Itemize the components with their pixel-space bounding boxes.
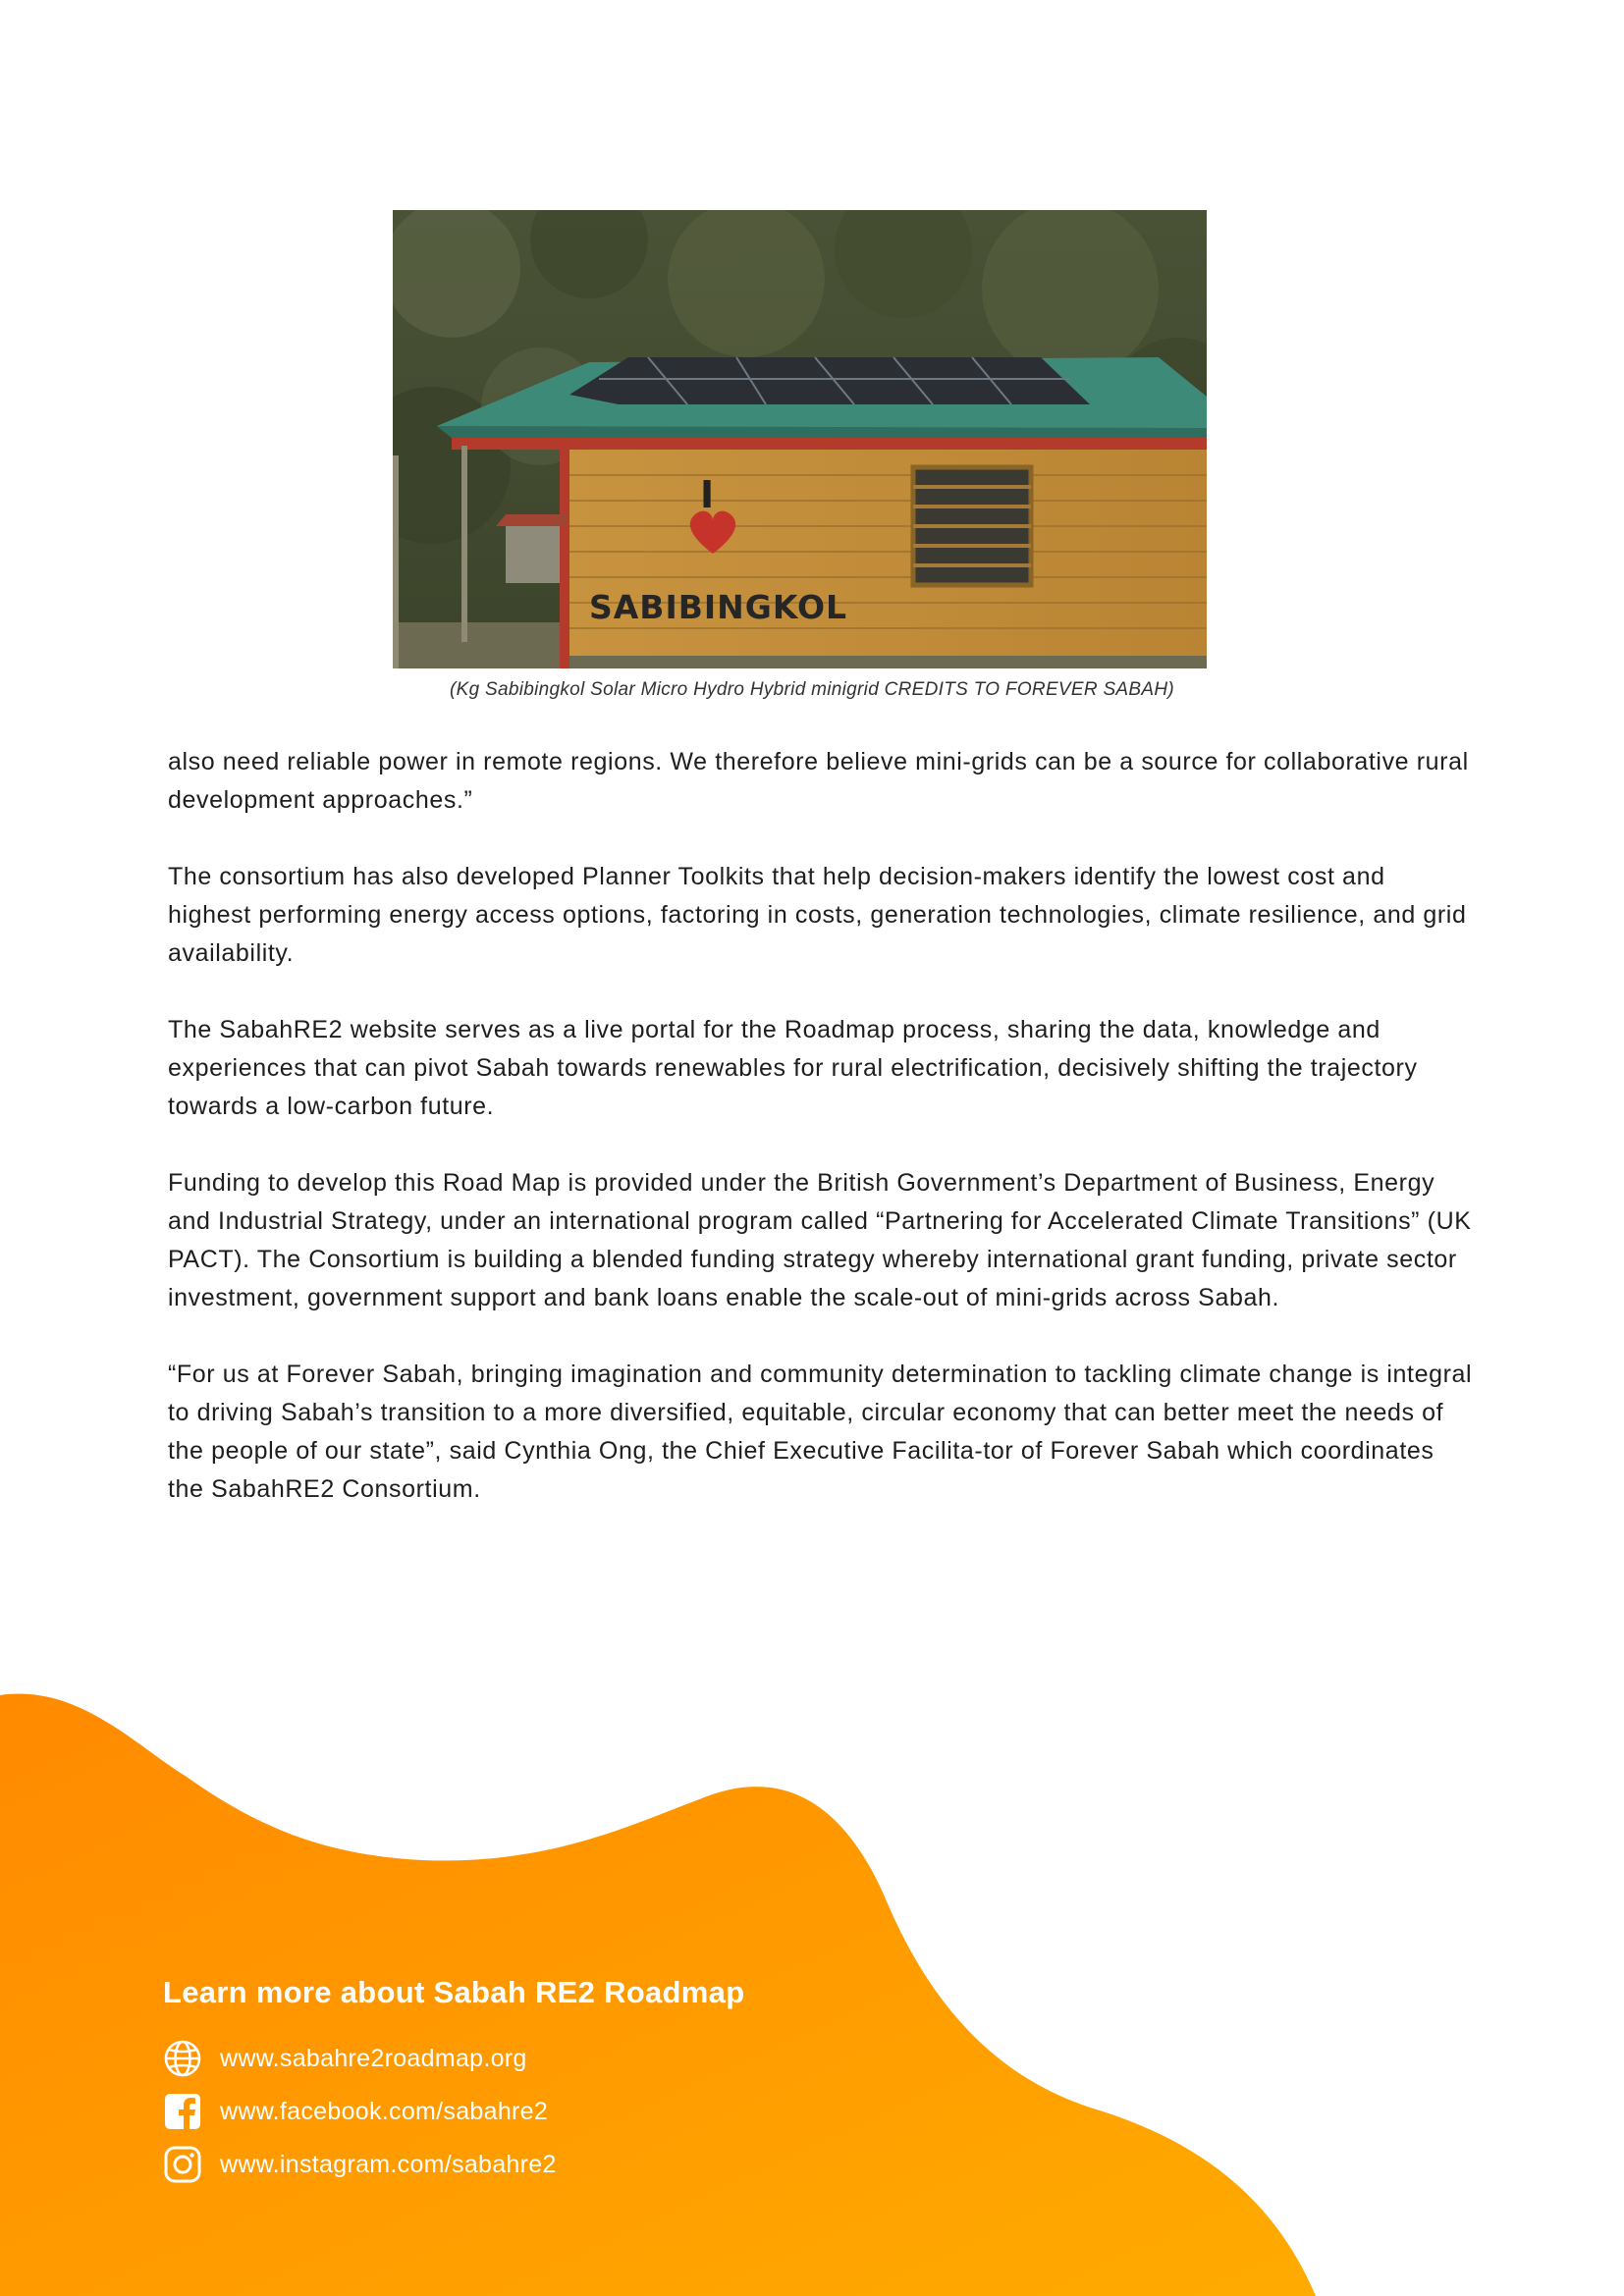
- globe-icon: [163, 2039, 202, 2078]
- paragraph: The consortium has also developed Planner Toolkits that help decision-makers identify the lowest cost and highest performing energy access options, factoring in costs, generation technologies, climate resilience, and grid availability.: [168, 863, 1467, 967]
- paragraph: The SabahRE2 website serves as a live portal for the Roadmap process, sharing the data, knowledge and experiences that can pivot Sabah towards renewables for rural electrification, decisively shifting the trajectory towards a low-carbon future.: [168, 1016, 1418, 1120]
- sign-village-name: SABIBINGKOL: [589, 588, 848, 626]
- facebook-icon: [163, 2092, 202, 2131]
- instagram-link[interactable]: [163, 2138, 744, 2191]
- footer-links: [163, 1975, 744, 2191]
- footer-title: Learn more about Sabah RE2 Roadmap: [163, 1975, 745, 2009]
- photo-caption: (Kg Sabibingkol Solar Micro Hydro Hybrid minigrid CREDITS TO FOREVER SABAH): [449, 679, 1174, 700]
- paragraph: Funding to develop this Road Map is provided under the British Government’s Department of Business, Energy and Industrial Strategy, under an international program called “Partnering for Accelerated Climate Transitions” (UK PACT). The Consortium is building a blended funding strategy whereby international grant funding, private sector investment, government support and bank loans enable the scale-out of mini-grids across Sabah.: [168, 1169, 1472, 1311]
- paragraph: “For us at Forever Sabah, bringing imagination and community determination to tackling climate change is integral to driving Sabah’s transition to a more diversified, equitable, circular economy that can better meet the needs of the people of our state”, said Cynthia Ong, the Chief Executive Facilita-tor of Forever Sabah which coordinates the SabahRE2 Consortium.: [168, 1361, 1473, 1503]
- sign-letter-i: I: [700, 473, 715, 516]
- facebook-link[interactable]: [163, 2085, 744, 2138]
- facebook-link-text: www.facebook.com/sabahre2: [220, 2097, 549, 2125]
- instagram-link-text: www.instagram.com/sabahre2: [220, 2150, 557, 2178]
- paragraph: also need reliable power in remote regions. We therefore believe mini-grids can be a source for collaborative rural development approaches.”: [168, 748, 1469, 814]
- website-link[interactable]: [163, 2032, 744, 2085]
- website-link-text: www.sabahre2roadmap.org: [220, 2044, 527, 2072]
- instagram-icon: [163, 2145, 202, 2184]
